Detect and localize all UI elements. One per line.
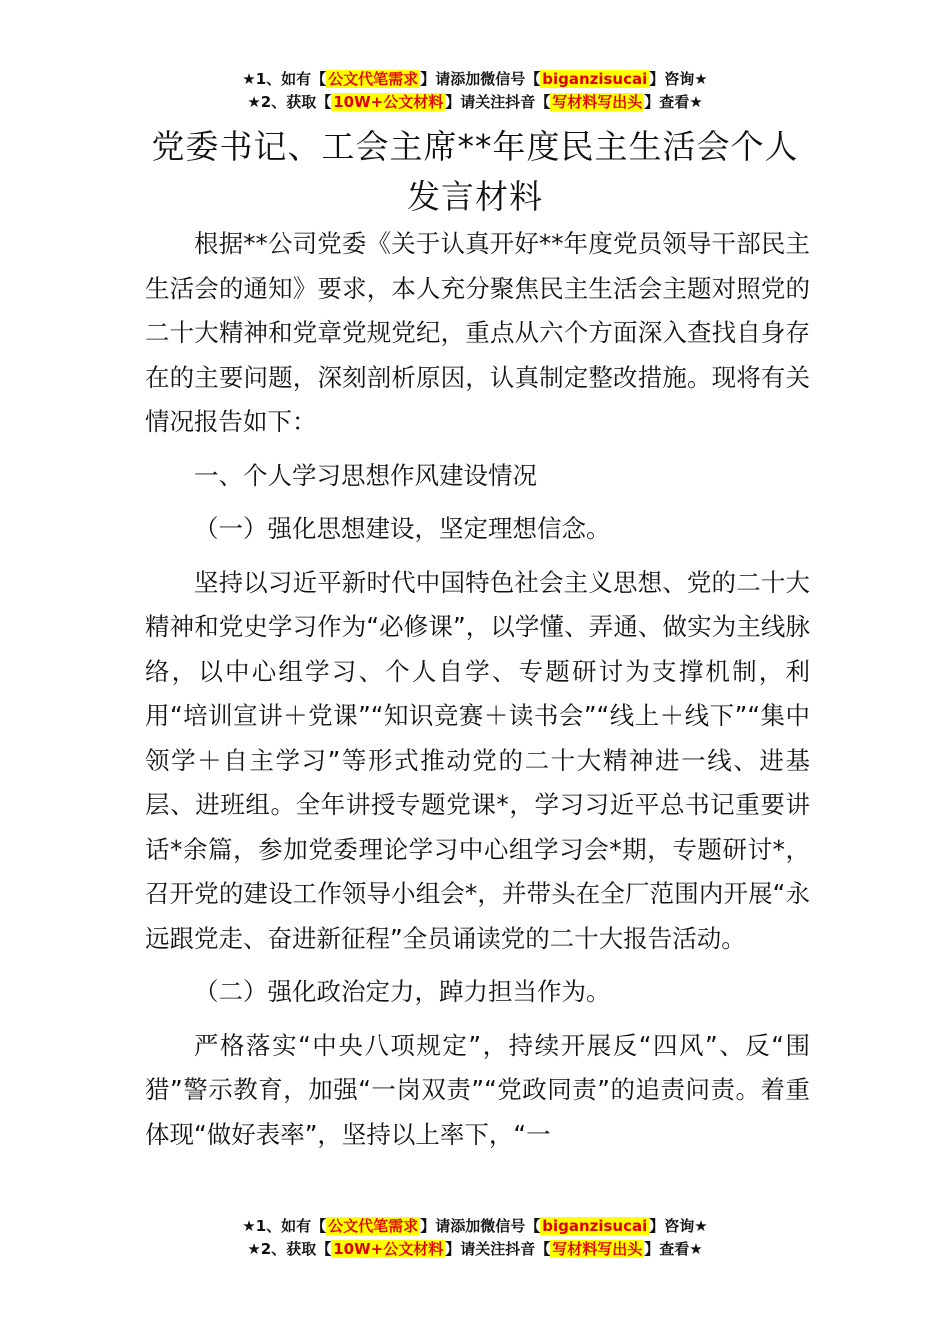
top-promo-banner	[0, 68, 950, 114]
promo-highlight: 公文代笔需求	[328, 1217, 419, 1235]
promo-text: 】请添加微信号【	[420, 1217, 541, 1235]
title-line-2: 发言材料	[407, 177, 543, 216]
body-paragraph: 坚持以习近平新时代中国特色社会主义思想、党的二十大精神和党史学习作为“必修课”，以学懂、弄通、做实为主线脉络，以中心组学习、个人自学、专题研讨为支撑机制，利用“培训宣讲＋党课”“知识竞赛＋读书会”“线上＋线下”“集中领学＋自主学习”等形式推动党的二十大精神进一线、进基层、进班组。全年讲授专题党课*，学习习近平总书记重要讲话*余篇，参加党委理论学习中心组学习会*期，专题研讨*，召开党的建设工作领导小组会*，并带头在全厂范围内开展“永远跟党走、奋进新征程”全员诵读党的二十大报告活动。	[145, 567, 810, 953]
promo-text: 】咨询★	[649, 1217, 708, 1235]
promo-text: ★2、获取【	[247, 93, 332, 111]
document-body	[145, 222, 810, 1157]
promo-highlight: 公文代笔需求	[328, 70, 419, 88]
promo-text: 】请关注抖音【	[445, 1240, 551, 1258]
section-heading: 一、个人学习思想作风建设情况	[194, 460, 537, 490]
promo-line-1	[0, 68, 950, 91]
promo-highlight: biganzisucai	[542, 1217, 648, 1235]
promo-line-1	[0, 1215, 950, 1238]
intro-paragraph: 根据**公司党委《关于认真开好**年度党员领导干部民主生活会的通知》要求，本人充分聚焦民主生活会主题对照党的二十大精神和党章党规党纪，重点从六个方面深入查找自身存在的主要问题，深刻剖析原因，认真制定整改措施。现将有关情况报告如下：	[145, 229, 810, 436]
promo-text: 】查看★	[644, 1240, 703, 1258]
promo-text: ★1、如有【	[242, 1217, 327, 1235]
promo-highlight: biganzisucai	[542, 70, 648, 88]
promo-line-2	[0, 1238, 950, 1261]
body-paragraph: 严格落实“中央八项规定”，持续开展反“四风”、反“围猎”警示教育，加强“一岗双责”“党政同责”的追责问责。着重体现“做好表率”，坚持以上率下，“一	[145, 1030, 810, 1149]
promo-highlight: 10W+公文材料	[333, 1240, 444, 1258]
subsection-heading: （一）强化思想建设，坚定理想信念。	[194, 514, 611, 543]
document-title	[0, 122, 950, 222]
promo-highlight: 10W+公文材料	[333, 93, 444, 111]
promo-text: 】请关注抖音【	[445, 93, 551, 111]
subsection-heading: （二）强化政治定力，踔力担当作为。	[194, 977, 611, 1006]
promo-text: ★1、如有【	[242, 70, 327, 88]
title-line-1: 党委书记、工会主席**年度民主生活会个人	[151, 127, 799, 166]
promo-text: 】查看★	[644, 93, 703, 111]
promo-highlight: 写材料写出头	[552, 93, 643, 111]
promo-text: ★2、获取【	[247, 1240, 332, 1258]
promo-text: 】请添加微信号【	[420, 70, 541, 88]
promo-text: 】咨询★	[649, 70, 708, 88]
promo-highlight: 写材料写出头	[552, 1240, 643, 1258]
bottom-promo-banner	[0, 1215, 950, 1261]
promo-line-2	[0, 91, 950, 114]
